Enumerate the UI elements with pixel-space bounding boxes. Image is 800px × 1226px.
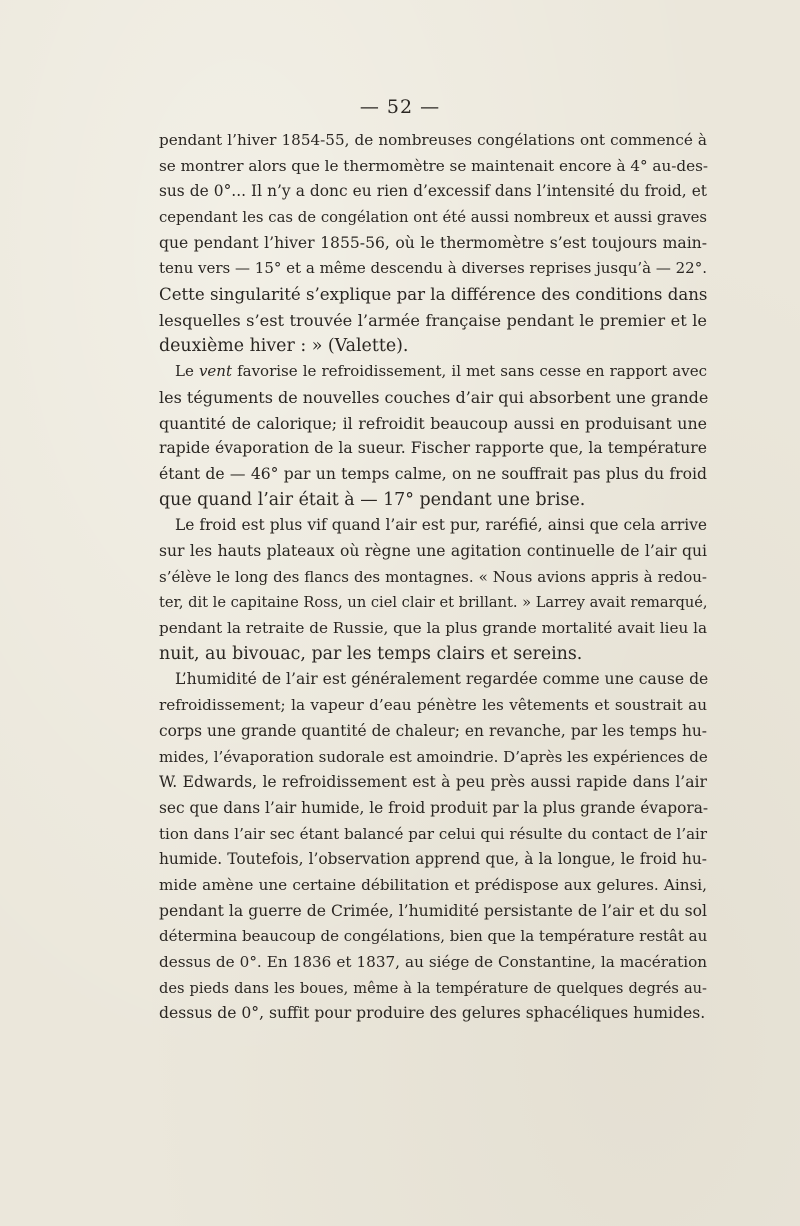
page-number: — 52 — [359, 96, 441, 118]
text-line: quantité de calorique; il refroidit beaucoup aussi en produisant une [159, 413, 707, 433]
text-line: mides, l’évaporation sudorale est amoindrie. D’après les expériences de [159, 747, 708, 766]
text-line: les téguments de nouvelles couches d’air qui absorbent une grande [159, 387, 709, 407]
text-line: rapide évaporation de la sueur. Fischer rapporte que, la température [159, 439, 707, 458]
text-line: Cette singularité s’explique par la différence des conditions dans [159, 285, 708, 305]
body-text [159, 128, 707, 1027]
text-line: nuit, au bivouac, par les temps clairs et sereins. [159, 643, 583, 664]
text-line: lesquelles s’est trouvée l’armée française pendant le premier et le [159, 310, 707, 330]
italic-term: vent [198, 362, 232, 381]
text-line: cependant les cas de congélation ont été aussi nombreux et aussi graves [159, 209, 707, 227]
text-line: dessus de 0°. En 1836 et 1837, au siége de Constantine, la macération [159, 953, 707, 971]
text-line: dessus de 0°, suffit pour produire des gelures sphacéliques humides. [159, 1004, 706, 1023]
text-line: corps une grande quantité de chaleur; en revanche, par les temps hu- [159, 721, 707, 740]
text-line: refroidissement; la vapeur d’eau pénètre les vêtements et soustrait au [159, 696, 707, 715]
text-line: détermina beaucoup de congélations, bien que la température restât au [159, 927, 708, 946]
text-line: tenu vers — 15° et a même descendu à diverses reprises jusqu’à — 22°. [159, 259, 707, 278]
text-line: deuxième hiver : » (Valette). [159, 335, 409, 356]
text-line: que quand l’air était à — 17° pendant une brise. [159, 489, 586, 510]
text-line: mide amène une certaine débilitation et prédispose aux gelures. Ainsi, [159, 875, 707, 894]
text-line: W. Edwards, le refroidissement est à peu près aussi rapide dans l’air [159, 773, 707, 792]
text-line: L’humidité de l’air est généralement regardée comme une cause de [175, 670, 709, 689]
text-line: que pendant l’hiver 1855-56, où le thermomètre s’est toujours main- [159, 233, 707, 252]
text-line: sus de 0°... Il n’y a donc eu rien d’excessif dans l’intensité du froid, et [159, 182, 707, 201]
text-line: ter, dit le capitaine Ross, un ciel clair et brillant. » Larrey avait remarqué, [159, 594, 708, 612]
text-line: sec que dans l’air humide, le froid produit par la plus grande évapora- [159, 798, 709, 817]
text-line [159, 359, 707, 385]
text-line: s’élève le long des flancs des montagnes. « Nous avions appris à redou- [159, 567, 707, 586]
text-line: étant de — 46° par un temps calme, on ne souffrait pas plus du froid [159, 464, 707, 483]
text-line-rest: favorise le refroidissement, il met sans cesse en rapport avec [231, 362, 707, 381]
text-line-prefix: Le [175, 362, 199, 381]
text-line: pendant la retraite de Russie, que la plus grande mortalité avait lieu la [159, 619, 707, 638]
text-line: humide. Toutefois, l’observation apprend que, à la longue, le froid hu- [159, 850, 707, 869]
text-line: sur les hauts plateaux où règne une agitation continuelle de l’air qui [159, 542, 707, 560]
text-line: pendant l’hiver 1854-55, de nombreuses congélations ont commencé à [159, 131, 707, 149]
text-line: des pieds dans les boues, même à la température de quelques degrés au- [159, 979, 707, 997]
text-line: se montrer alors que le thermomètre se maintenait encore à 4° au-des- [159, 156, 709, 175]
text-line: Le froid est plus vif quand l’air est pur, raréfié, ainsi que cela arrive [175, 516, 707, 535]
text-line: tion dans l’air sec étant balancé par celui qui résulte du contact de l’air [159, 824, 707, 843]
text-line: pendant la guerre de Crimée, l’humidité persistante de l’air et du sol [159, 901, 707, 920]
